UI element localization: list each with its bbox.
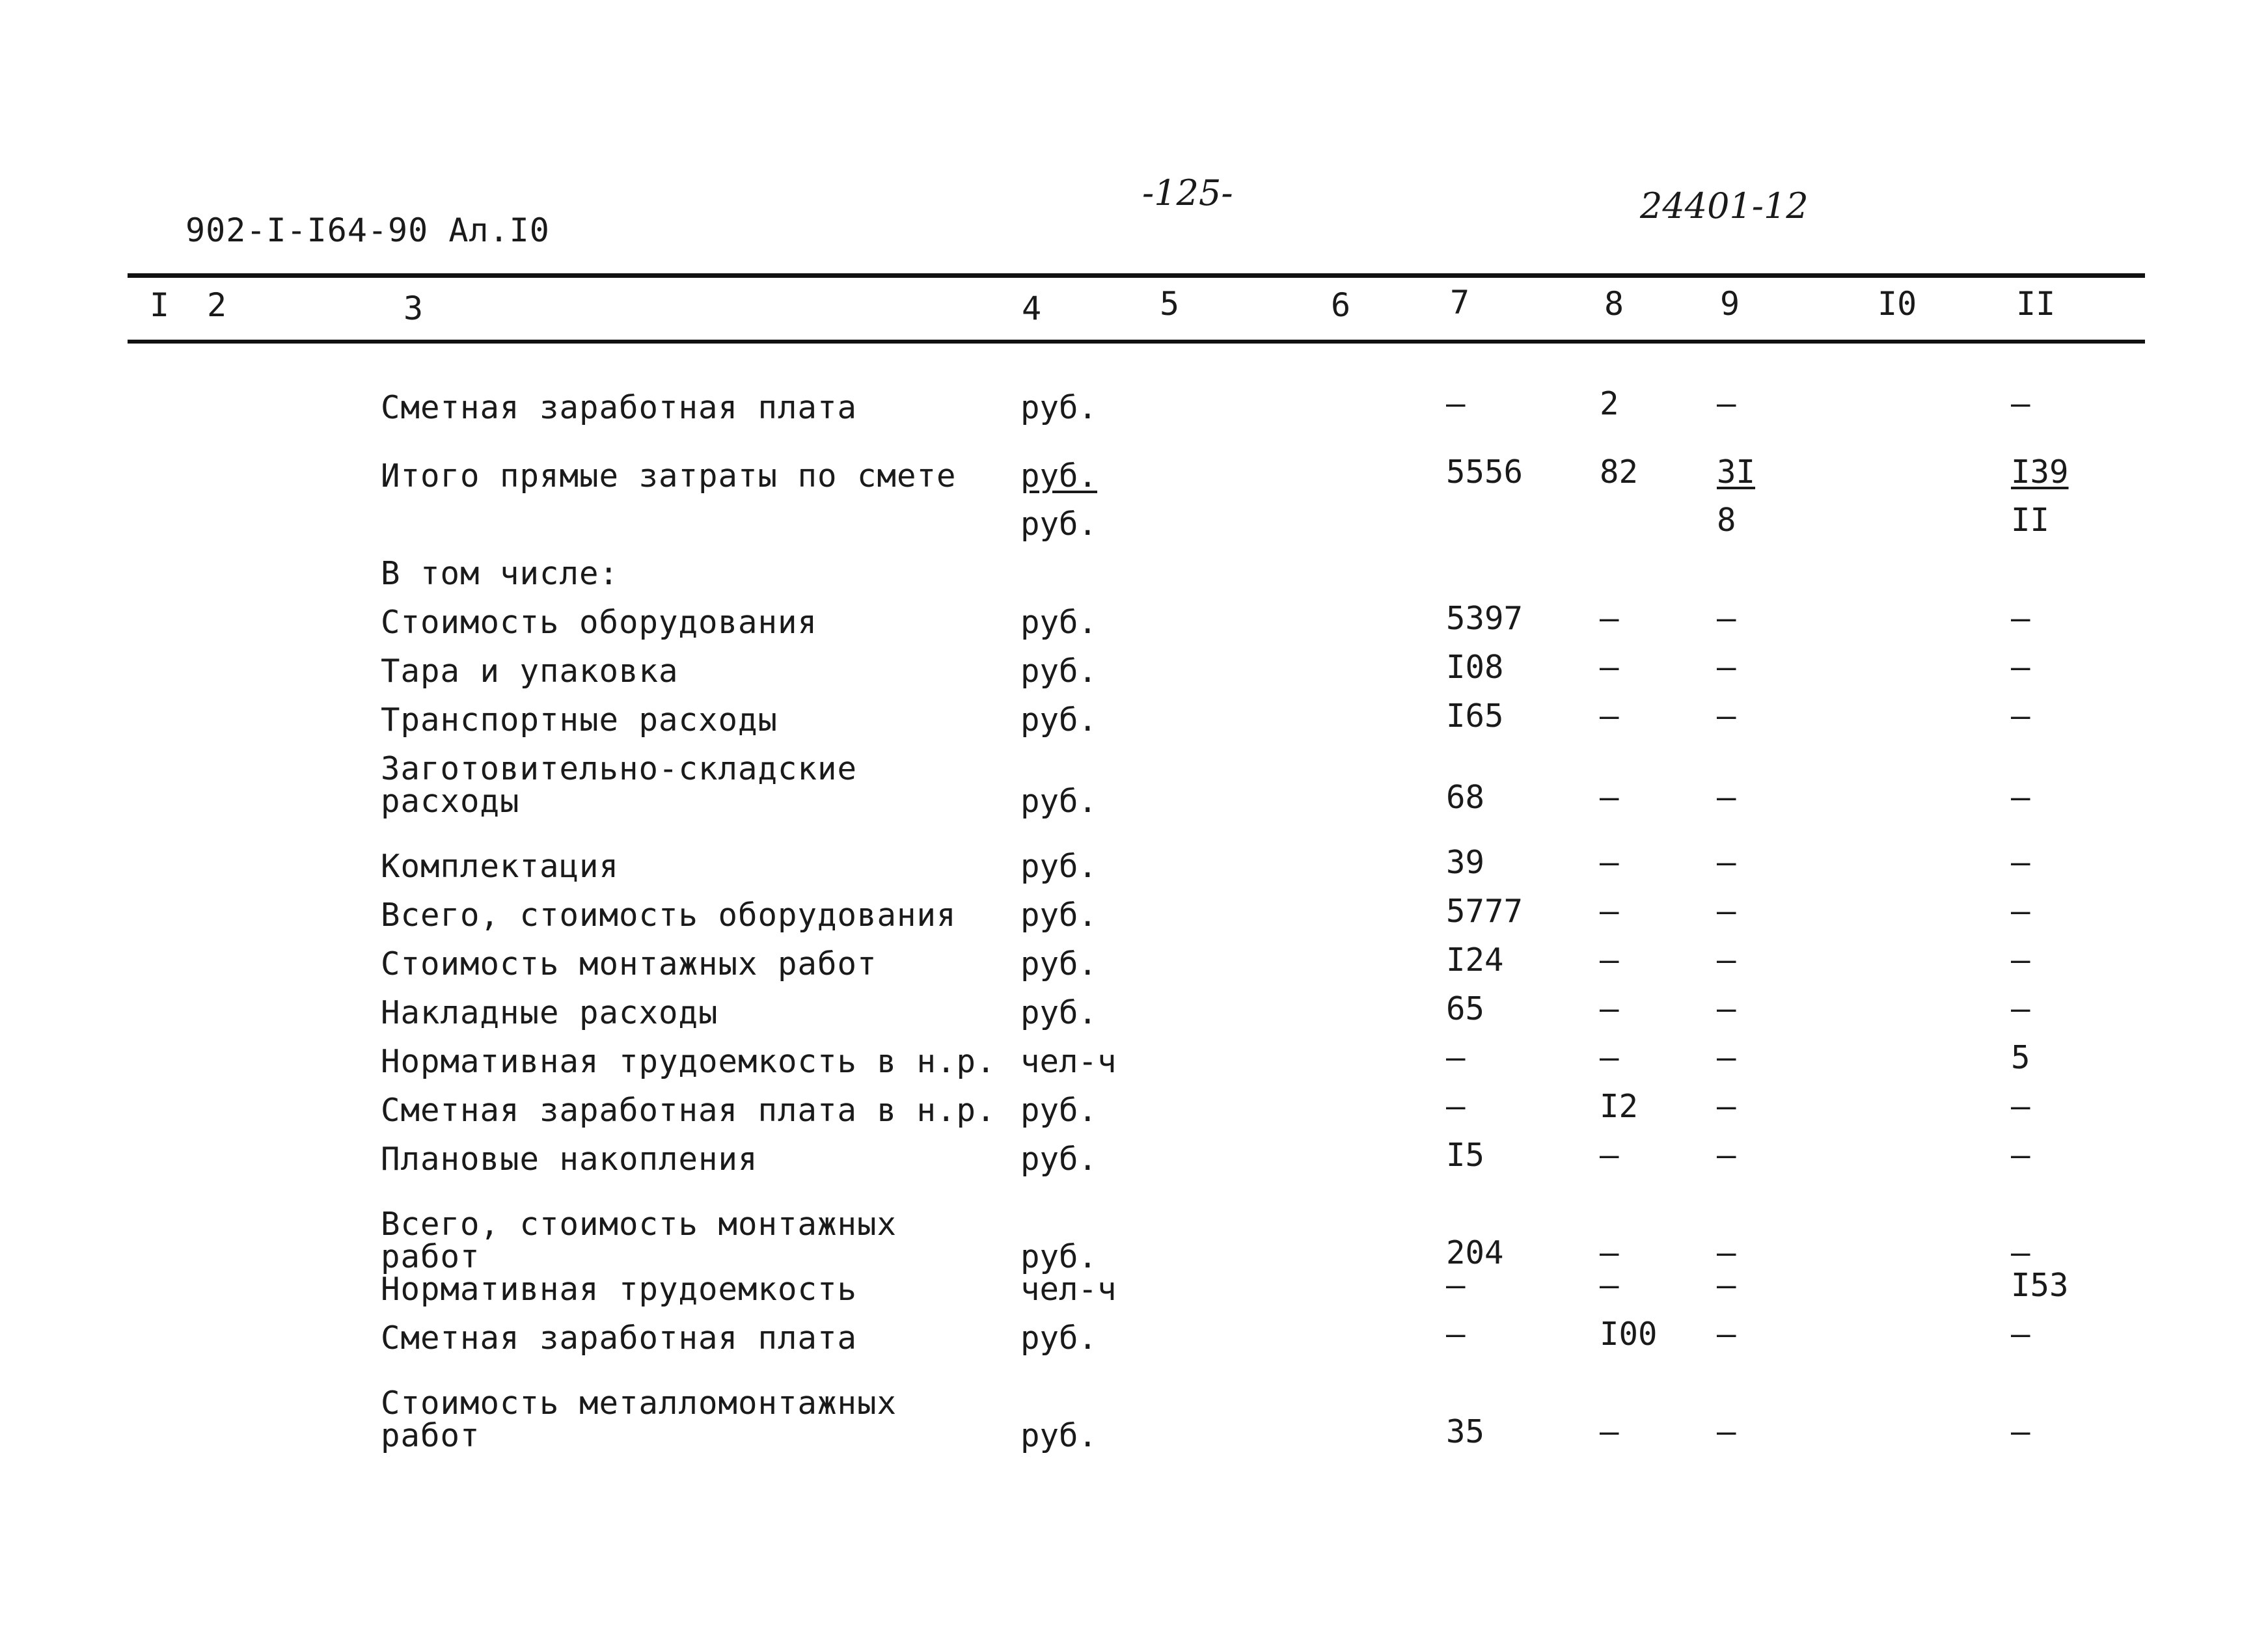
col11-value: –	[2011, 697, 2030, 735]
unit-cell: руб.	[1020, 1141, 1098, 1178]
column-number-4: 4	[1022, 290, 1042, 327]
col8-value: 2	[1600, 385, 1619, 422]
row-label: Плановые накопления	[381, 1141, 758, 1178]
col11-value: –	[2011, 1316, 2030, 1353]
unit-cell: руб.	[1020, 897, 1098, 934]
row-label-continued: работ	[381, 1417, 480, 1454]
col11-value: –	[2011, 941, 2030, 979]
col7-value: 35	[1446, 1413, 1485, 1450]
row-label: Сметная заработная плата в н.р.	[381, 1092, 996, 1129]
col9-value: –	[1717, 1137, 1736, 1174]
row-label: Сметная заработная плата	[381, 1320, 858, 1357]
col7-value: 68	[1446, 779, 1485, 816]
unit-cell: руб.	[1020, 1320, 1098, 1357]
col7-value: I5	[1446, 1137, 1485, 1174]
row-label: Всего, стоимость оборудования	[381, 897, 957, 934]
column-number-9: 9	[1720, 285, 1740, 323]
col9-value: –	[1717, 779, 1736, 816]
col11-value: –	[2011, 1088, 2030, 1125]
col9-value: –	[1717, 1234, 1736, 1271]
table-header-rule	[128, 340, 2145, 344]
col7-value: 204	[1446, 1234, 1504, 1271]
row-label-continued: работ	[381, 1238, 480, 1275]
col11-value: –	[2011, 1234, 2030, 1271]
row-label: Стоимость оборудования	[381, 604, 818, 641]
row-label: Тара и упаковка	[381, 653, 679, 690]
col9-value: –	[1717, 1267, 1736, 1304]
row-label: Нормативная трудоемкость в н.р.	[381, 1043, 996, 1080]
col8-value: I2	[1600, 1088, 1639, 1125]
col7-value: –	[1446, 1088, 1466, 1125]
page-number: -125-	[1142, 172, 1233, 213]
col7-value: 5777	[1446, 893, 1523, 930]
col9-value: 3I	[1717, 454, 1756, 491]
unit-cell: руб.	[1020, 457, 1098, 494]
column-number-5: 5	[1160, 285, 1180, 323]
row-label: Транспортные расходы	[381, 701, 778, 738]
col9-value: –	[1717, 600, 1736, 637]
unit-cell: руб.	[1020, 389, 1098, 426]
row-label: Всего, стоимость монтажных	[381, 1206, 897, 1243]
col7-value: I08	[1446, 649, 1504, 686]
col7-value: –	[1446, 385, 1466, 422]
document-code: 902-I-I64-90 Ал.I0	[185, 211, 550, 249]
unit-cell: чел-ч	[1020, 1043, 1117, 1080]
row-label: В том числе:	[381, 555, 620, 592]
col8-value: –	[1600, 941, 1619, 979]
col7-value: I24	[1446, 941, 1504, 979]
row-label: Стоимость монтажных работ	[381, 945, 877, 982]
col7-value: 39	[1446, 844, 1485, 881]
col8-value: –	[1600, 697, 1619, 735]
unit-cell: руб.	[1020, 945, 1098, 982]
column-number-11: II	[2016, 285, 2056, 323]
col8-value: –	[1600, 1234, 1619, 1271]
column-number-8: 8	[1604, 285, 1624, 323]
col8-value: 82	[1600, 454, 1639, 491]
sheet-code: 24401-12	[1640, 185, 1809, 226]
col9-value: 8	[1717, 502, 1736, 539]
col7-value: 5397	[1446, 600, 1523, 637]
col9-value: –	[1717, 1088, 1736, 1125]
col9-value: –	[1717, 893, 1736, 930]
col11-value: I39	[2011, 454, 2069, 491]
col8-value: –	[1600, 1137, 1619, 1174]
row-label-continued: расходы	[381, 783, 520, 820]
col11-value: 5	[2011, 1039, 2030, 1076]
col11-value: –	[2011, 600, 2030, 637]
unit-cell: руб.	[1020, 994, 1098, 1031]
col8-value: –	[1600, 990, 1619, 1027]
unit-cell: руб.	[1020, 604, 1098, 641]
column-number-2: 2	[207, 286, 227, 324]
col9-value: –	[1717, 1316, 1736, 1353]
col8-value: –	[1600, 1039, 1619, 1076]
column-number-6: 6	[1331, 286, 1351, 324]
col8-value: –	[1600, 1413, 1619, 1450]
row-label: Сметная заработная плата	[381, 389, 858, 426]
col7-value: –	[1446, 1267, 1466, 1304]
col11-value: I53	[2011, 1267, 2069, 1304]
col8-value: –	[1600, 600, 1619, 637]
col9-value: –	[1717, 990, 1736, 1027]
row-label: Накладные расходы	[381, 994, 718, 1031]
col11-value: –	[2011, 649, 2030, 686]
col8-value: –	[1600, 1267, 1619, 1304]
col11-value: II	[2011, 502, 2050, 539]
col11-value: –	[2011, 990, 2030, 1027]
col9-value: –	[1717, 697, 1736, 735]
row-label: Комплектация	[381, 848, 620, 885]
col11-value: –	[2011, 1137, 2030, 1174]
col9-value: –	[1717, 649, 1736, 686]
col8-value: –	[1600, 779, 1619, 816]
col7-value: I65	[1446, 697, 1504, 735]
unit-cell: чел-ч	[1020, 1271, 1117, 1308]
row-label: Заготовительно-складские	[381, 750, 858, 787]
col8-value: –	[1600, 893, 1619, 930]
unit-cell: руб.	[1020, 783, 1098, 820]
unit-cell: руб.	[1020, 1092, 1098, 1129]
col11-value: –	[2011, 893, 2030, 930]
unit-cell: руб.	[1020, 701, 1098, 738]
col9-value: –	[1717, 385, 1736, 422]
col11-value: –	[2011, 1413, 2030, 1450]
row-label: Итого прямые затраты по смете	[381, 457, 957, 494]
row-label: Стоимость металломонтажных	[381, 1385, 897, 1422]
col7-value: 5556	[1446, 454, 1523, 491]
col9-value: –	[1717, 1039, 1736, 1076]
col8-value: –	[1600, 649, 1619, 686]
col8-value: –	[1600, 844, 1619, 881]
unit-cell: руб.	[1020, 1238, 1098, 1275]
column-number-3: 3	[403, 290, 424, 327]
row-label: Нормативная трудоемкость	[381, 1271, 858, 1308]
col9-value: –	[1717, 941, 1736, 979]
table-top-rule	[128, 273, 2145, 278]
col11-value: –	[2011, 779, 2030, 816]
col9-value: –	[1717, 1413, 1736, 1450]
col11-value: –	[2011, 385, 2030, 422]
column-number-10: I0	[1878, 285, 1917, 323]
unit-cell: руб.	[1020, 653, 1098, 690]
column-number-7: 7	[1450, 284, 1470, 321]
unit-cell: руб.	[1020, 848, 1098, 885]
col8-value: I00	[1600, 1316, 1658, 1353]
unit-cell: руб.	[1020, 506, 1098, 543]
unit-cell: руб.	[1020, 1417, 1098, 1454]
col7-value: 65	[1446, 990, 1485, 1027]
col11-value: –	[2011, 844, 2030, 881]
col9-value: –	[1717, 844, 1736, 881]
column-number-1: I	[150, 286, 170, 324]
col7-value: –	[1446, 1039, 1466, 1076]
col7-value: –	[1446, 1316, 1466, 1353]
